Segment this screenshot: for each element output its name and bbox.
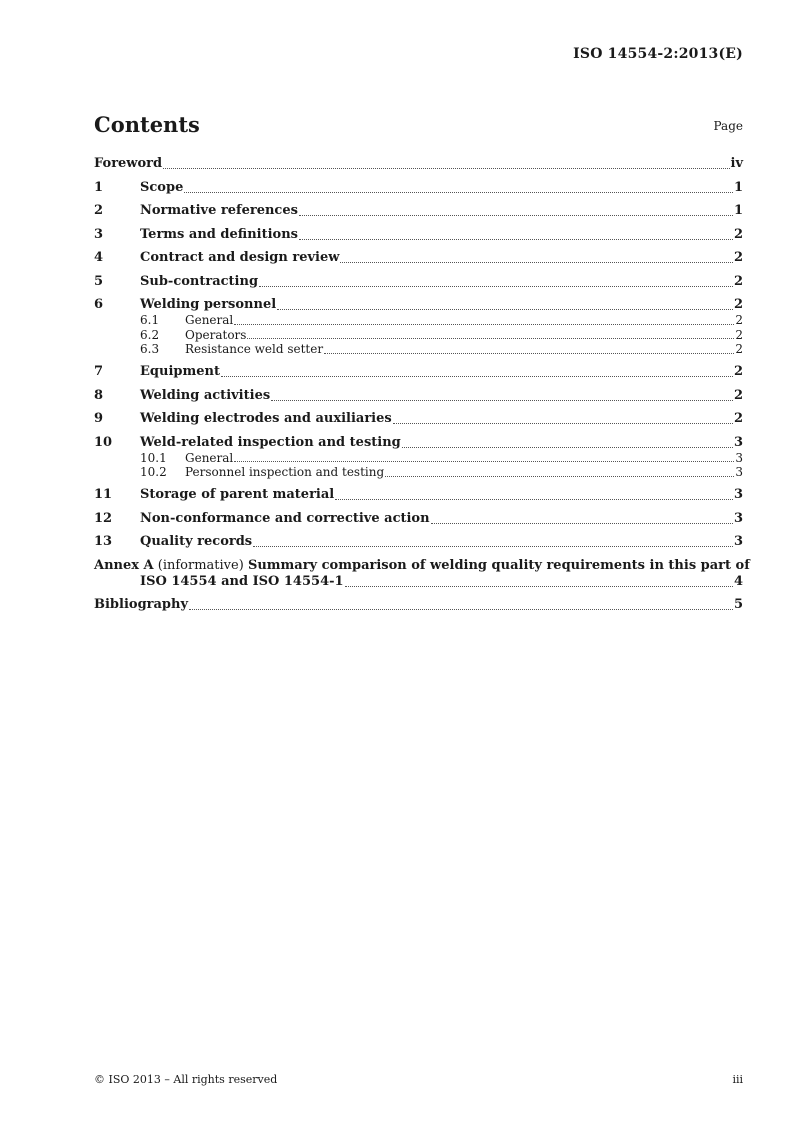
toc-entry-number: 2 [94, 203, 104, 218]
leader-dots [299, 215, 733, 216]
toc-entry-terms-and-definitions[interactable] [94, 227, 743, 243]
toc-subentry-number: 6.1 [140, 313, 160, 327]
toc-entry-title: Bibliography [94, 597, 189, 612]
toc-entry-title: Foreword [94, 156, 163, 171]
toc-entry-weld-related-inspection[interactable] [94, 435, 743, 451]
toc-entry-title: Weld-related inspection and testing [140, 434, 401, 450]
toc-entry-title: Welding activities [140, 387, 271, 403]
toc-entry-page: 2 [733, 273, 743, 289]
toc-entry-non-conformance[interactable] [94, 511, 743, 527]
toc-entry-title: Equipment [140, 364, 220, 379]
toc-subentry-personnel-inspection[interactable] [94, 465, 743, 480]
toc-entry-number: 11 [94, 487, 113, 502]
toc-entry-page: 4 [733, 573, 743, 589]
toc-entry-page: 2 [733, 387, 743, 403]
toc-entry-number: 1 [94, 179, 104, 195]
annex-title-line2: ISO 14554 and ISO 14554-1 [140, 573, 344, 589]
annex-informative-tag: (informative) [157, 557, 244, 573]
leader-dots [299, 239, 733, 240]
toc-subentry-title: Resistance weld setter [185, 342, 324, 356]
leader-dots [163, 168, 729, 169]
toc-entry-page: 1 [733, 179, 743, 195]
toc-entry-page: 3 [733, 510, 743, 526]
toc-entry-title: Storage of parent material [140, 487, 335, 502]
toc-subentry-page: 2 [735, 327, 743, 342]
toc-entry-page: 2 [733, 297, 743, 312]
toc-entry-page: 3 [733, 434, 743, 450]
toc-subentry-general[interactable] [94, 451, 743, 466]
toc-entry-page: 1 [733, 203, 743, 218]
leader-dots [402, 447, 733, 448]
leader-dots [259, 286, 733, 287]
toc-entry-page: iv [730, 156, 743, 171]
toc-subentry-title: Operators [185, 327, 247, 342]
annex-title-line1: Summary comparison of welding quality requirements in this part of [247, 557, 750, 573]
toc-subentry-number: 6.2 [140, 327, 160, 342]
toc-entry-storage-of-parent-material[interactable] [94, 487, 743, 503]
toc-entry-number: 4 [94, 250, 104, 265]
toc-entry-title: Terms and definitions [140, 226, 298, 242]
toc-subentry-number: 6.3 [140, 342, 160, 356]
toc-subentry-page: 2 [735, 313, 743, 327]
toc-entry-title: Quality records [140, 534, 253, 549]
toc-entry-page: 2 [733, 411, 743, 426]
toc-entry-number: 9 [94, 411, 104, 426]
leader-dots [393, 423, 733, 424]
toc-subentry-resistance-weld-setter[interactable] [94, 342, 743, 357]
toc-subentry-page: 2 [735, 342, 743, 356]
toc-subentry-general[interactable] [94, 313, 743, 328]
toc-entry-page: 3 [733, 534, 743, 549]
toc-entry-annex-a[interactable] [94, 557, 750, 590]
toc-entry-number: 7 [94, 364, 104, 379]
toc-entry-welding-activities[interactable] [94, 388, 743, 404]
toc-entry-number: 12 [94, 510, 113, 526]
toc-subentry-title: General [185, 450, 234, 465]
toc-subentry-title: General [185, 313, 234, 327]
toc-entry-bibliography[interactable] [94, 597, 743, 613]
toc-entry-contract-and-design-review[interactable] [94, 250, 743, 266]
toc-entry-number: 13 [94, 534, 113, 549]
toc-entry-number: 10 [94, 434, 113, 450]
toc-entry-foreword[interactable] [94, 156, 743, 172]
leader-dots [234, 461, 734, 462]
toc-entry-title: Scope [140, 179, 184, 195]
toc-entry-welding-personnel[interactable] [94, 297, 743, 313]
toc-entry-page: 2 [733, 364, 743, 379]
toc-entry-number: 6 [94, 297, 104, 312]
toc-subentry-page: 3 [735, 465, 743, 479]
toc-entry-title: Sub-contracting [140, 273, 259, 289]
leader-dots [189, 609, 733, 610]
toc-entry-page: 2 [733, 226, 743, 242]
leader-dots [385, 476, 734, 477]
leader-dots [340, 262, 733, 263]
toc-entry-number: 8 [94, 387, 104, 403]
toc-entry-normative-references[interactable] [94, 203, 743, 219]
toc-subentry-title: Personnel inspection and testing [185, 465, 385, 479]
toc-group-welding-personnel [94, 297, 743, 357]
leader-dots [184, 192, 733, 193]
leader-dots [345, 586, 733, 587]
toc-entry-title: Non-conformance and corrective action [140, 510, 430, 526]
leader-dots [324, 353, 734, 354]
leader-dots [221, 376, 733, 377]
page-number: iii [732, 1073, 743, 1086]
toc-entry-sub-contracting[interactable] [94, 274, 743, 290]
document-id: ISO 14554-2:2013(E) [573, 46, 743, 62]
leader-dots [253, 546, 733, 547]
toc-entry-title: Welding personnel [140, 297, 277, 312]
annex-label: Annex A [94, 557, 154, 573]
toc-entry-number: 3 [94, 226, 104, 242]
toc-group-weld-inspection [94, 435, 743, 480]
toc-entry-number: 5 [94, 273, 104, 289]
toc-entry-page: 2 [733, 250, 743, 265]
toc-entry-title: Welding electrodes and auxiliaries [140, 411, 392, 426]
toc-subentry-number: 10.2 [140, 465, 167, 479]
toc-entry-welding-electrodes[interactable] [94, 411, 743, 427]
leader-dots [277, 309, 733, 310]
toc-entry-scope[interactable] [94, 180, 743, 196]
toc-subentry-operators[interactable] [94, 328, 743, 343]
leader-dots [431, 523, 733, 524]
toc-entry-title: Contract and design review [140, 250, 340, 265]
page-column-label: Page [713, 119, 743, 133]
toc-entry-page: 5 [733, 597, 743, 612]
toc-entry-page: 3 [733, 487, 743, 502]
contents-title: Contents [94, 112, 200, 137]
toc-entry-title: Normative references [140, 203, 298, 218]
toc-entry-equipment[interactable] [94, 364, 743, 380]
copyright-notice: © ISO 2013 – All rights reserved [94, 1073, 278, 1086]
table-of-contents [94, 156, 750, 621]
leader-dots [271, 400, 733, 401]
leader-dots [247, 338, 734, 339]
leader-dots [234, 324, 734, 325]
leader-dots [335, 499, 733, 500]
toc-subentry-page: 3 [735, 450, 743, 465]
toc-entry-quality-records[interactable] [94, 534, 743, 550]
toc-subentry-number: 10.1 [140, 450, 167, 465]
